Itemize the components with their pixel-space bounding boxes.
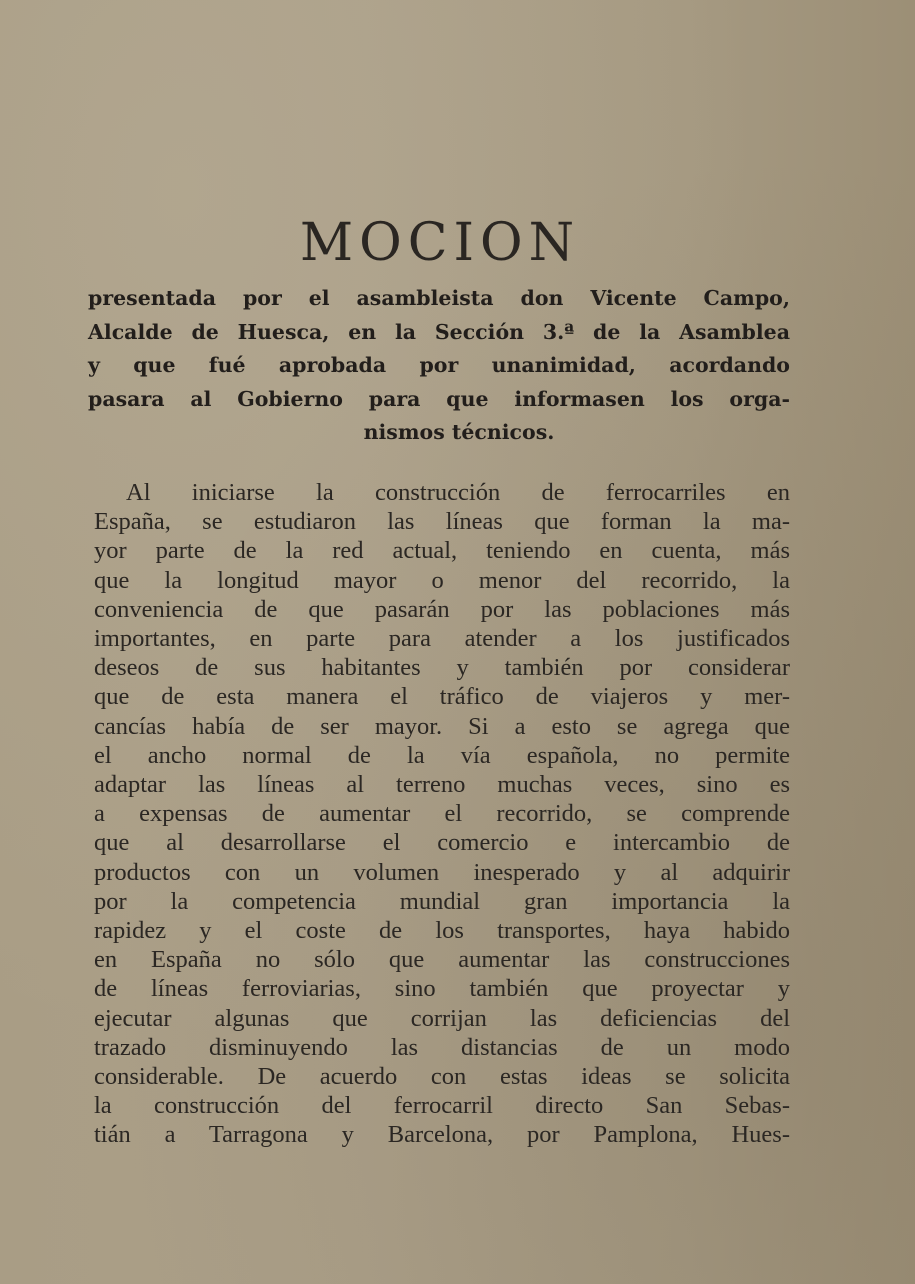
subtitle-line: pasara al Gobierno para que informasen los orga- <box>88 386 790 411</box>
body-line: deseos de sus habitantes y también por considerar <box>94 654 790 682</box>
body-line: que al desarrollarse el comercio e intercambio de <box>94 829 790 857</box>
body-line: que de esta manera el tráfico de viajeros y mer- <box>94 683 790 711</box>
subtitle-line: presentada por el asambleista don Vicente Campo, <box>88 286 790 310</box>
body-line: conveniencia de que pasarán por las poblaciones más <box>94 595 790 623</box>
subtitle-line: Alcalde de Huesca, en la Sección 3.ª de la Asamblea <box>88 319 790 344</box>
body-line: por la competencia mundial gran importancia la <box>94 887 790 915</box>
body-line: considerable. De acuerdo con estas ideas se solicita <box>94 1063 790 1091</box>
body-line: el ancho normal de la vía española, no permite <box>94 741 790 769</box>
document-subtitle <box>88 282 790 450</box>
body-line: la construcción del ferrocarril directo San Sebas- <box>94 1092 790 1120</box>
body-line: tián a Tarragona y Barcelona, por Pamplona, Hues- <box>94 1121 790 1149</box>
body-line: adaptar las líneas al terreno muchas veces, sino es <box>94 771 790 799</box>
subtitle-line: nismos técnicos. <box>363 420 555 444</box>
body-line: de líneas ferroviarias, sino también que proyectar y <box>94 975 790 1003</box>
body-line: Al iniciarse la construcción de ferrocarriles en <box>126 479 790 506</box>
body-line: en España no sólo que aumentar las construcciones <box>94 946 790 974</box>
body-line: yor parte de la red actual, teniendo en cuenta, más <box>94 537 790 565</box>
body-line: rapidez y el coste de los transportes, haya habido <box>94 917 790 945</box>
body-line: ejecutar algunas que corrijan las deficiencias del <box>94 1004 790 1032</box>
body-line: cancías había de ser mayor. Si a esto se agrega que <box>94 712 790 740</box>
subtitle-line: y que fué aprobada por unanimidad, acordando <box>88 353 790 377</box>
document-title: MOCION <box>299 213 581 273</box>
body-line: a expensas de aumentar el recorrido, se comprende <box>94 800 790 828</box>
body-line: trazado disminuyendo las distancias de un modo <box>94 1033 790 1061</box>
body-line: España, se estudiaron las líneas que forman la ma- <box>94 508 790 536</box>
body-paragraph <box>94 478 790 1150</box>
body-line: productos con un volumen inesperado y al adquirir <box>94 858 790 886</box>
body-line: importantes, en parte para atender a los justificados <box>94 625 790 653</box>
body-line: que la longitud mayor o menor del recorrido, la <box>94 566 790 594</box>
